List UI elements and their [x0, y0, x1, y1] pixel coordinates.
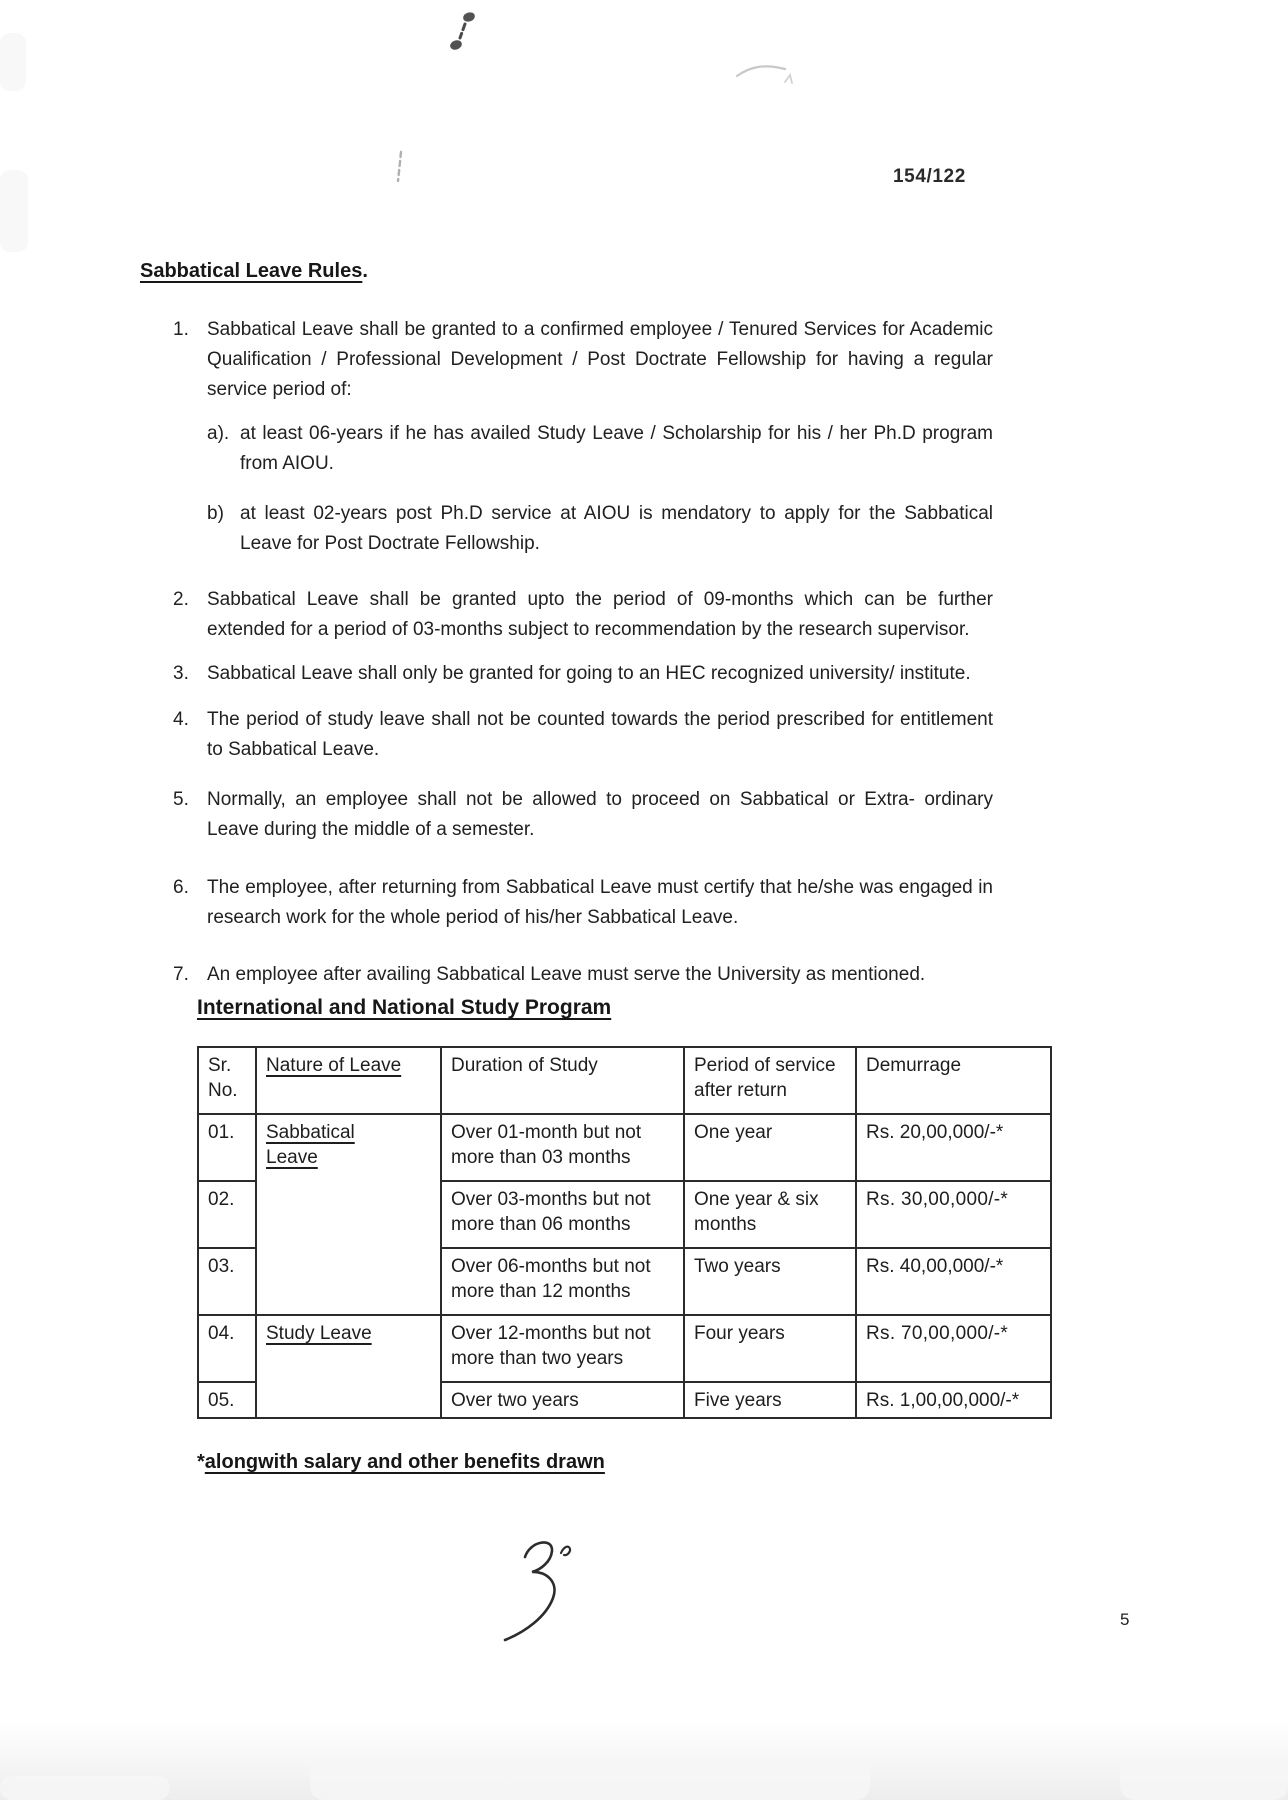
rule-number: 2. [173, 589, 189, 610]
rule-number: 3. [173, 663, 189, 684]
cell-period: Two years [684, 1248, 856, 1315]
rule-number: 5. [173, 789, 189, 810]
cell-demurrage: Rs. 20,00,000/-* [856, 1114, 1051, 1181]
rule-item-7 [140, 960, 993, 990]
header-period-of-service: Period of service after return [684, 1047, 856, 1114]
rule-text: Sabbatical Leave shall be granted upto the period of 09-months which can be further extended for a period of 03-months subject to recommendation by the research supervisor. [207, 589, 993, 640]
cell-demurrage: Rs. 1,00,00,000/-* [856, 1382, 1051, 1418]
cell-duration: Over 06-months but not more than 12 months [441, 1248, 684, 1315]
cell-demurrage: Rs. 40,00,000/-* [856, 1248, 1051, 1315]
rule-item-5 [140, 785, 993, 845]
subitem-marker: a). [207, 423, 230, 444]
study-program-table [197, 1046, 1052, 1419]
rule-subitem-1a [140, 419, 993, 479]
rule-number: 1. [173, 319, 189, 340]
rule-number: 4. [173, 709, 189, 730]
rule-text: Normally, an employee shall not be allowed to proceed on Sabbatical or Extra- ordinary Leave during the middle of a semester. [207, 789, 993, 840]
cell-sr: 03. [198, 1248, 256, 1315]
rule-text: The period of study leave shall not be counted towards the period prescribed for entitlement to Sabbatical Leave. [207, 709, 993, 760]
rule-text: The employee, after returning from Sabbatical Leave must certify that he/she was engaged in research work for the whole period of his/her Sabbatical Leave. [207, 877, 993, 928]
cell-demurrage: Rs. 70,00,000/-* [856, 1315, 1051, 1382]
pen-mark-top [444, 8, 480, 58]
header-duration: Duration of Study [441, 1047, 684, 1114]
header-nature-of-leave: Nature of Leave [256, 1047, 441, 1114]
subitem-text: at least 02-years post Ph.D service at AIOU is mendatory to apply for the Sabbatical Leave for Post Doctrate Fellowship. [240, 503, 993, 554]
smudge-mark-top-right [735, 60, 799, 94]
rule-text: An employee after availing Sabbatical Leave must serve the University as mentioned. [207, 964, 926, 985]
pen-tick-left [394, 150, 406, 184]
subitem-marker: b) [207, 503, 224, 524]
rule-item-2 [140, 585, 993, 645]
cell-period: One year & six months [684, 1181, 856, 1248]
cell-nature-study-leave: Study Leave [256, 1315, 441, 1418]
scan-artifact-left-mid [0, 170, 28, 252]
document-ref-number: 154/122 [893, 166, 966, 187]
rule-text: Sabbatical Leave shall be granted to a confirmed employee / Tenured Services for Academic Qualification / Professional Development / Post Doctrate Fellowship for having a regular service period of: [207, 319, 993, 400]
cell-duration: Over two years [441, 1382, 684, 1418]
cell-sr: 01. [198, 1114, 256, 1181]
header-demurrage: Demurrage [856, 1047, 1051, 1114]
cell-duration: Over 12-months but not more than two years [441, 1315, 684, 1382]
cell-duration: Over 01-month but not more than 03 months [441, 1114, 684, 1181]
cell-nature-sabbatical-leave: Sabbatical Leave [256, 1114, 441, 1315]
cell-sr: 02. [198, 1181, 256, 1248]
rule-subitem-1b [140, 499, 993, 559]
cell-duration: Over 03-months but not more than 06 months [441, 1181, 684, 1248]
rule-item-3 [140, 659, 993, 689]
cell-period: Five years [684, 1382, 856, 1418]
scan-artifact-bottom-blob [1120, 1762, 1288, 1800]
rule-item-6 [140, 873, 993, 933]
handwritten-mark-3 [495, 1535, 581, 1647]
rule-text: Sabbatical Leave shall only be granted for going to an HEC recognized university/ institute. [207, 663, 971, 684]
cell-demurrage: Rs. 30,00,000/-* [856, 1181, 1051, 1248]
scan-artifact-bottom-blob [0, 1776, 170, 1800]
header-sr-no: Sr. No. [198, 1047, 256, 1114]
cell-period: Four years [684, 1315, 856, 1382]
subitem-text: at least 06-years if he has availed Study Leave / Scholarship for his / her Ph.D program from AIOU. [240, 423, 993, 474]
rule-item-4 [140, 705, 993, 765]
cell-sr: 04. [198, 1315, 256, 1382]
table-row [198, 1114, 1051, 1181]
page-title: Sabbatical Leave Rules. [140, 260, 368, 282]
scan-artifact-bottom-blob [310, 1754, 870, 1800]
table-footnote: *alongwith salary and other benefits drawn [197, 1451, 605, 1473]
table-row [198, 1315, 1051, 1382]
cell-sr: 05. [198, 1382, 256, 1418]
rule-number: 7. [173, 964, 189, 985]
table-header-row [198, 1047, 1051, 1114]
document-body [140, 260, 1020, 1474]
rule-number: 6. [173, 877, 189, 898]
section-title: International and National Study Program [197, 996, 612, 1019]
rule-item-1 [140, 315, 993, 405]
scan-artifact-left-top [0, 33, 26, 91]
page-number: 5 [1120, 1610, 1130, 1629]
cell-period: One year [684, 1114, 856, 1181]
